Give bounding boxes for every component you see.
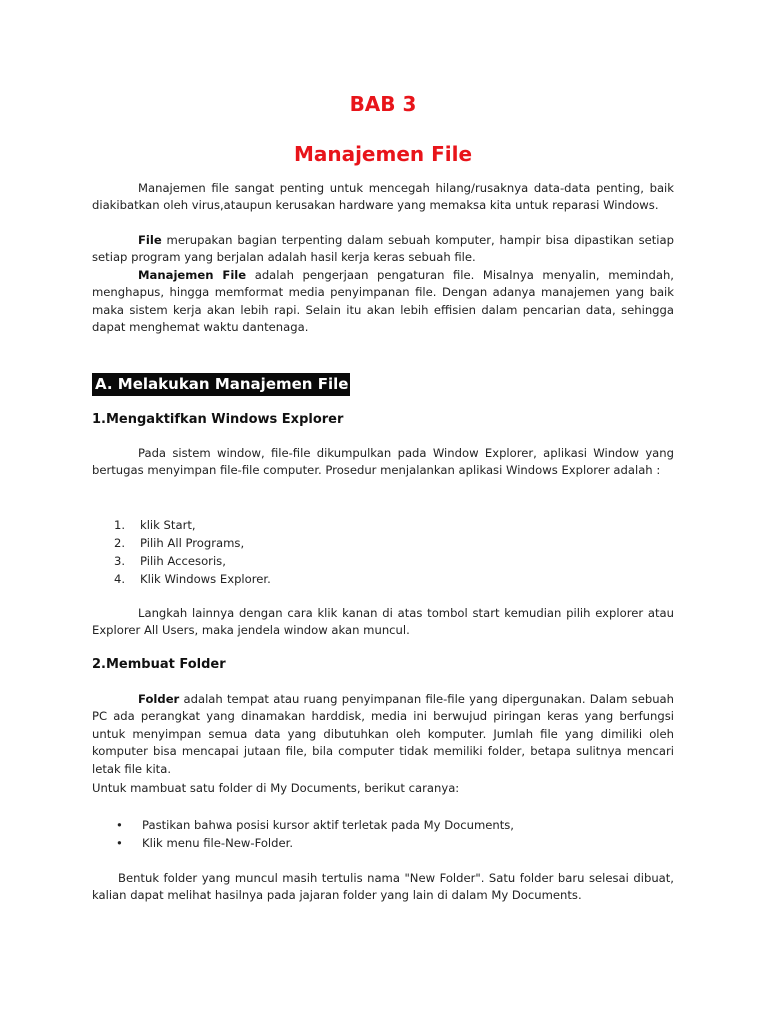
subsection-2-after-text: Bentuk folder yang muncul masih tertulis nama "New Folder". Satu folder baru selesai dibuat, kalian dapat melihat hasilnya pada jajaran folder yang lain di dalam My Documents. [92,871,674,903]
section-a-heading: A. Melakukan Manajemen File [92,373,350,396]
intro-3-term: Manajemen File [138,268,247,282]
subsection-1-text: Pada sistem window, file-file dikumpulkan pada Window Explorer, aplikasi Window yang bertugas menyimpan file-file computer. Prosedur menjalankan aplikasi Windows Explorer adalah : [92,446,674,478]
folder-term: Folder [138,692,180,706]
bullet-text: Pastikan bahwa posisi kursor aktif terletak pada My Documents, [142,818,514,832]
step-number: 1. [114,518,126,532]
page-title: Manajemen File [293,142,473,166]
step-text: klik Start, [140,518,196,532]
list-item [92,552,271,570]
step-text: Pilih Accesoris, [140,554,226,568]
intro-paragraph-1 [92,180,674,215]
intro-paragraph-3 [92,267,674,337]
subsection-1-heading: 1.Mengaktifkan Windows Explorer [92,412,344,427]
list-item [92,516,271,534]
subsection-2-after-paragraph [92,870,674,905]
chapter-label: BAB 3 [349,92,417,116]
subsection-2-instruction-text: Untuk mambuat satu folder di My Documents, berikut caranya: [92,781,460,795]
intro-3-text: adalah pengerjaan pengaturan file. Misalnya menyalin, memindah, menghapus, hingga memformat media penyimpanan file. Dengan adanya manajemen yang baik maka sistem kerja akan lebih rapi. Selain itu akan lebih effisien dalam pencarian data, sehingga dapat menghemat waktu dantenaga. [92,268,674,335]
step-number: 4. [114,572,126,586]
intro-2-term: File [138,233,162,247]
subsection-1-after-paragraph [92,605,674,640]
subsection-2-instruction [92,780,674,797]
intro-1-text: Manajemen file sangat penting untuk mencegah hilang/rusaknya data-data penting, baik diakibatkan oleh virus,ataupun kerusakan hardware yang memaksa kita untuk reparasi Windows. [92,181,674,213]
step-text: Klik Windows Explorer. [140,572,271,586]
folder-steps-list [92,816,514,852]
subsection-2-heading: 2.Membuat Folder [92,657,226,672]
step-text: Pilih All Programs, [140,536,245,550]
step-number: 2. [114,536,126,550]
subsection-2-text: adalah tempat atau ruang penyimpanan file-file yang dipergunakan. Dalam sebuah PC ada perangkat yang dinamakan harddisk, media ini berwujud piringan keras yang berfungsi untuk menyimpan semua data yang dibutuhkan oleh komputer. Jumlah file yang dimiliki oleh komputer bisa mencapai jutaan file, bila computer tidak memiliki folder, betapa sulitnya mencari letak file kita. [92,692,674,776]
list-item [92,816,514,834]
explorer-steps-list [92,516,271,588]
bullet-text: Klik menu file-New-Folder. [142,836,294,850]
intro-paragraph-2 [92,232,674,267]
subsection-1-after-text: Langkah lainnya dengan cara klik kanan di atas tombol start kemudian pilih explorer atau Explorer All Users, maka jendela window akan muncul. [92,606,674,638]
intro-2-text: merupakan bagian terpenting dalam sebuah komputer, hampir bisa dipastikan setiap setiap program yang berjalan adalah hasil kerja keras sebuah file. [92,233,674,265]
step-number: 3. [114,554,126,568]
subsection-2-paragraph [92,691,674,778]
subsection-1-paragraph [92,445,674,480]
list-item [92,570,271,588]
list-item [92,534,271,552]
list-item [92,834,514,852]
